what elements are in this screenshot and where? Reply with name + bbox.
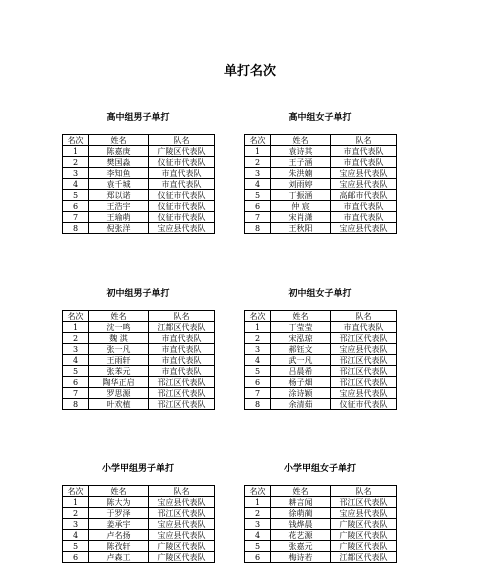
name-cell: 刘雨婷 [271, 179, 331, 190]
table-row [63, 541, 215, 552]
rank-cell: 2 [63, 157, 89, 168]
header-row [63, 135, 215, 146]
name-cell: 倪张洋 [89, 223, 149, 234]
section-title: 初中组男子单打 [106, 289, 170, 299]
table-row [245, 355, 397, 366]
name-cell: 陶华正启 [89, 377, 149, 388]
team-cell: 广陵区代表队 [331, 541, 397, 552]
name-cell: 袁千城 [89, 179, 149, 190]
rank-cell: 1 [63, 497, 89, 508]
rank-cell: 4 [245, 530, 271, 541]
name-cell: 杨子畑 [271, 377, 331, 388]
name-cell: 耕言闻 [271, 497, 331, 508]
column-header: 姓名 [271, 135, 331, 146]
team-cell: 邗江区代表队 [331, 497, 397, 508]
ranking-table [244, 310, 397, 410]
name-cell: 涂诗颖 [271, 388, 331, 399]
table-row [63, 552, 215, 563]
column-header: 姓名 [271, 311, 331, 322]
table-row [63, 388, 215, 399]
name-cell: 朱洪婻 [271, 168, 331, 179]
rank-cell: 5 [63, 541, 89, 552]
table-row [63, 355, 215, 366]
team-cell: 邗江区代表队 [331, 377, 397, 388]
team-cell: 广陵区代表队 [331, 530, 397, 541]
section-title: 小学甲组男子单打 [101, 464, 174, 474]
rank-cell: 2 [63, 508, 89, 519]
name-cell: 陈大为 [89, 497, 149, 508]
rank-cell: 7 [63, 212, 89, 223]
table-row [245, 388, 397, 399]
table-row [63, 519, 215, 530]
rank-cell: 1 [245, 497, 271, 508]
column-header: 队名 [331, 311, 397, 322]
team-cell: 市直代表队 [331, 322, 397, 333]
column-header: 队名 [149, 311, 215, 322]
name-cell: 张苯元 [89, 366, 149, 377]
table-row [245, 552, 397, 563]
rank-cell: 7 [63, 388, 89, 399]
team-cell: 市直代表队 [149, 355, 215, 366]
table-row [63, 366, 215, 377]
name-cell: 于罗泽 [89, 508, 149, 519]
ranking-table [244, 485, 397, 563]
team-cell: 宝应县代表队 [331, 344, 397, 355]
rank-cell: 1 [245, 322, 271, 333]
rank-cell: 5 [245, 366, 271, 377]
team-cell: 邗江区代表队 [331, 355, 397, 366]
table-row [245, 508, 397, 519]
table-row [63, 344, 215, 355]
team-cell: 宝应县代表队 [149, 223, 215, 234]
ranking-section [62, 463, 214, 563]
table-row [245, 399, 397, 410]
team-cell: 市直代表队 [331, 201, 397, 212]
header-row [245, 486, 397, 497]
name-cell: 丁莹莹 [271, 322, 331, 333]
name-cell: 袁诗其 [271, 146, 331, 157]
name-cell: 郑以诺 [89, 190, 149, 201]
table-row [245, 344, 397, 355]
column-header: 名次 [245, 135, 271, 146]
table-row [63, 497, 215, 508]
header-row [63, 311, 215, 322]
column-header: 队名 [331, 486, 397, 497]
rank-cell: 3 [63, 344, 89, 355]
rank-cell: 3 [63, 519, 89, 530]
name-cell: 罗思源 [89, 388, 149, 399]
table-row [245, 377, 397, 388]
header-row [63, 486, 215, 497]
name-cell: 张一凡 [89, 344, 149, 355]
name-cell: 王子涵 [271, 157, 331, 168]
rank-cell: 4 [245, 179, 271, 190]
rank-cell: 6 [245, 552, 271, 563]
name-cell: 魏 淇 [89, 333, 149, 344]
team-cell: 市直代表队 [149, 366, 215, 377]
rank-cell: 3 [245, 168, 271, 179]
team-cell: 宝应县代表队 [149, 497, 215, 508]
name-cell: 卢名扬 [89, 530, 149, 541]
rank-cell: 6 [63, 552, 89, 563]
name-cell: 丁振涵 [271, 190, 331, 201]
rank-cell: 5 [245, 541, 271, 552]
rank-cell: 8 [63, 223, 89, 234]
team-cell: 市直代表队 [149, 344, 215, 355]
name-cell: 仲 宸 [271, 201, 331, 212]
column-header: 姓名 [89, 135, 149, 146]
team-cell: 宝应县代表队 [331, 223, 397, 234]
rank-cell: 7 [245, 388, 271, 399]
table-row [63, 399, 215, 410]
name-cell: 宋泓琼 [271, 333, 331, 344]
name-cell: 卢森工 [89, 552, 149, 563]
team-cell: 市直代表队 [331, 146, 397, 157]
table-row [63, 530, 215, 541]
team-cell: 邗江区代表队 [149, 508, 215, 519]
rank-cell: 2 [63, 333, 89, 344]
rank-cell: 1 [63, 146, 89, 157]
column-header: 队名 [149, 135, 215, 146]
ranking-section [244, 112, 396, 234]
team-cell: 市直代表队 [149, 333, 215, 344]
table-row [63, 157, 215, 168]
section-title: 高中组女子单打 [288, 113, 352, 123]
table-row [63, 168, 215, 179]
column-header: 名次 [63, 311, 89, 322]
column-header: 队名 [149, 486, 215, 497]
table-row [245, 519, 397, 530]
table-row [63, 508, 215, 519]
name-cell: 郝钰文 [271, 344, 331, 355]
column-header: 姓名 [89, 486, 149, 497]
rank-cell: 6 [245, 201, 271, 212]
rank-cell: 2 [245, 508, 271, 519]
table-row [245, 190, 397, 201]
ranking-table [244, 134, 397, 234]
team-cell: 仪征市代表队 [149, 212, 215, 223]
team-cell: 江都区代表队 [331, 552, 397, 563]
table-row [63, 212, 215, 223]
rank-cell: 4 [63, 355, 89, 366]
team-cell: 宝应县代表队 [149, 530, 215, 541]
team-cell: 邗江区代表队 [331, 366, 397, 377]
team-cell: 高邮市代表队 [331, 190, 397, 201]
name-cell: 钱烨晨 [271, 519, 331, 530]
name-cell: 李知鱼 [89, 168, 149, 179]
table-row [245, 201, 397, 212]
table-row [245, 146, 397, 157]
name-cell: 王瑜萌 [89, 212, 149, 223]
name-cell: 沈一鸣 [89, 322, 149, 333]
team-cell: 市直代表队 [331, 157, 397, 168]
table-row [63, 146, 215, 157]
table-row [63, 322, 215, 333]
table-row [245, 322, 397, 333]
rank-cell: 6 [63, 377, 89, 388]
name-cell: 王秋阳 [271, 223, 331, 234]
team-cell: 仪征市代表队 [149, 190, 215, 201]
ranking-table [62, 310, 215, 410]
name-cell: 徐萌蔺 [271, 508, 331, 519]
rank-cell: 5 [245, 190, 271, 201]
table-row [245, 157, 397, 168]
section-title: 初中组女子单打 [288, 289, 352, 299]
table-row [245, 497, 397, 508]
table-row [63, 333, 215, 344]
team-cell: 市直代表队 [331, 212, 397, 223]
table-row [245, 541, 397, 552]
name-cell: 陈嘉庚 [89, 146, 149, 157]
name-cell: 姜承宇 [89, 519, 149, 530]
rank-cell: 4 [245, 355, 271, 366]
name-cell: 梅诗若 [271, 552, 331, 563]
page-title: 单打名次 [223, 64, 276, 79]
team-cell: 市直代表队 [149, 168, 215, 179]
name-cell: 陈孜轩 [89, 541, 149, 552]
section-title: 小学甲组女子单打 [283, 464, 356, 474]
team-cell: 仪征市代表队 [331, 399, 397, 410]
rank-cell: 1 [63, 322, 89, 333]
rank-cell: 8 [245, 399, 271, 410]
section-title: 高中组男子单打 [106, 113, 170, 123]
rank-cell: 3 [63, 168, 89, 179]
table-row [63, 377, 215, 388]
rank-cell: 7 [245, 212, 271, 223]
ranking-section [62, 112, 214, 234]
rank-cell: 6 [63, 201, 89, 212]
team-cell: 邗江区代表队 [331, 333, 397, 344]
rank-cell: 5 [63, 366, 89, 377]
name-cell: 花艺源 [271, 530, 331, 541]
column-header: 姓名 [89, 311, 149, 322]
rank-cell: 8 [63, 399, 89, 410]
table-row [245, 168, 397, 179]
ranking-table [62, 134, 215, 234]
team-cell: 市直代表队 [149, 179, 215, 190]
table-row [63, 223, 215, 234]
column-header: 姓名 [271, 486, 331, 497]
table-row [63, 201, 215, 212]
team-cell: 江都区代表队 [149, 322, 215, 333]
team-cell: 广陵区代表队 [331, 519, 397, 530]
table-row [245, 530, 397, 541]
rank-cell: 1 [245, 146, 271, 157]
name-cell: 宋肖潇 [271, 212, 331, 223]
table-row [245, 333, 397, 344]
team-cell: 邗江区代表队 [149, 388, 215, 399]
name-cell: 王雨轩 [89, 355, 149, 366]
column-header: 队名 [331, 135, 397, 146]
rank-cell: 5 [63, 190, 89, 201]
name-cell: 张嘉元 [271, 541, 331, 552]
team-cell: 广陵区代表队 [149, 146, 215, 157]
ranking-section [62, 288, 214, 410]
table-row [63, 190, 215, 201]
team-cell: 宝应县代表队 [331, 179, 397, 190]
rank-cell: 8 [245, 223, 271, 234]
ranking-section [244, 463, 396, 563]
team-cell: 宝应县代表队 [331, 168, 397, 179]
table-row [245, 212, 397, 223]
header-row [245, 135, 397, 146]
table-row [245, 366, 397, 377]
name-cell: 余清茹 [271, 399, 331, 410]
name-cell: 樊国淼 [89, 157, 149, 168]
rank-cell: 3 [245, 519, 271, 530]
team-cell: 广陵区代表队 [149, 552, 215, 563]
name-cell: 吕晨希 [271, 366, 331, 377]
table-row [63, 179, 215, 190]
team-cell: 广陵区代表队 [149, 541, 215, 552]
team-cell: 仪征市代表队 [149, 201, 215, 212]
column-header: 名次 [63, 135, 89, 146]
rank-cell: 3 [245, 344, 271, 355]
rank-cell: 2 [245, 157, 271, 168]
ranking-table [62, 485, 215, 563]
team-cell: 宝应县代表队 [331, 508, 397, 519]
rank-cell: 4 [63, 530, 89, 541]
rank-cell: 2 [245, 333, 271, 344]
column-header: 名次 [245, 311, 271, 322]
ranking-section [244, 288, 396, 410]
team-cell: 宝应县代表队 [331, 388, 397, 399]
rank-cell: 6 [245, 377, 271, 388]
table-row [245, 179, 397, 190]
column-header: 名次 [63, 486, 89, 497]
team-cell: 宝应县代表队 [149, 519, 215, 530]
name-cell: 武一凡 [271, 355, 331, 366]
name-cell: 王浩宇 [89, 201, 149, 212]
team-cell: 邗江区代表队 [149, 399, 215, 410]
header-row [245, 311, 397, 322]
team-cell: 仪征市代表队 [149, 157, 215, 168]
team-cell: 邗江区代表队 [149, 377, 215, 388]
rank-cell: 4 [63, 179, 89, 190]
column-header: 名次 [245, 486, 271, 497]
name-cell: 叶欢植 [89, 399, 149, 410]
table-row [245, 223, 397, 234]
